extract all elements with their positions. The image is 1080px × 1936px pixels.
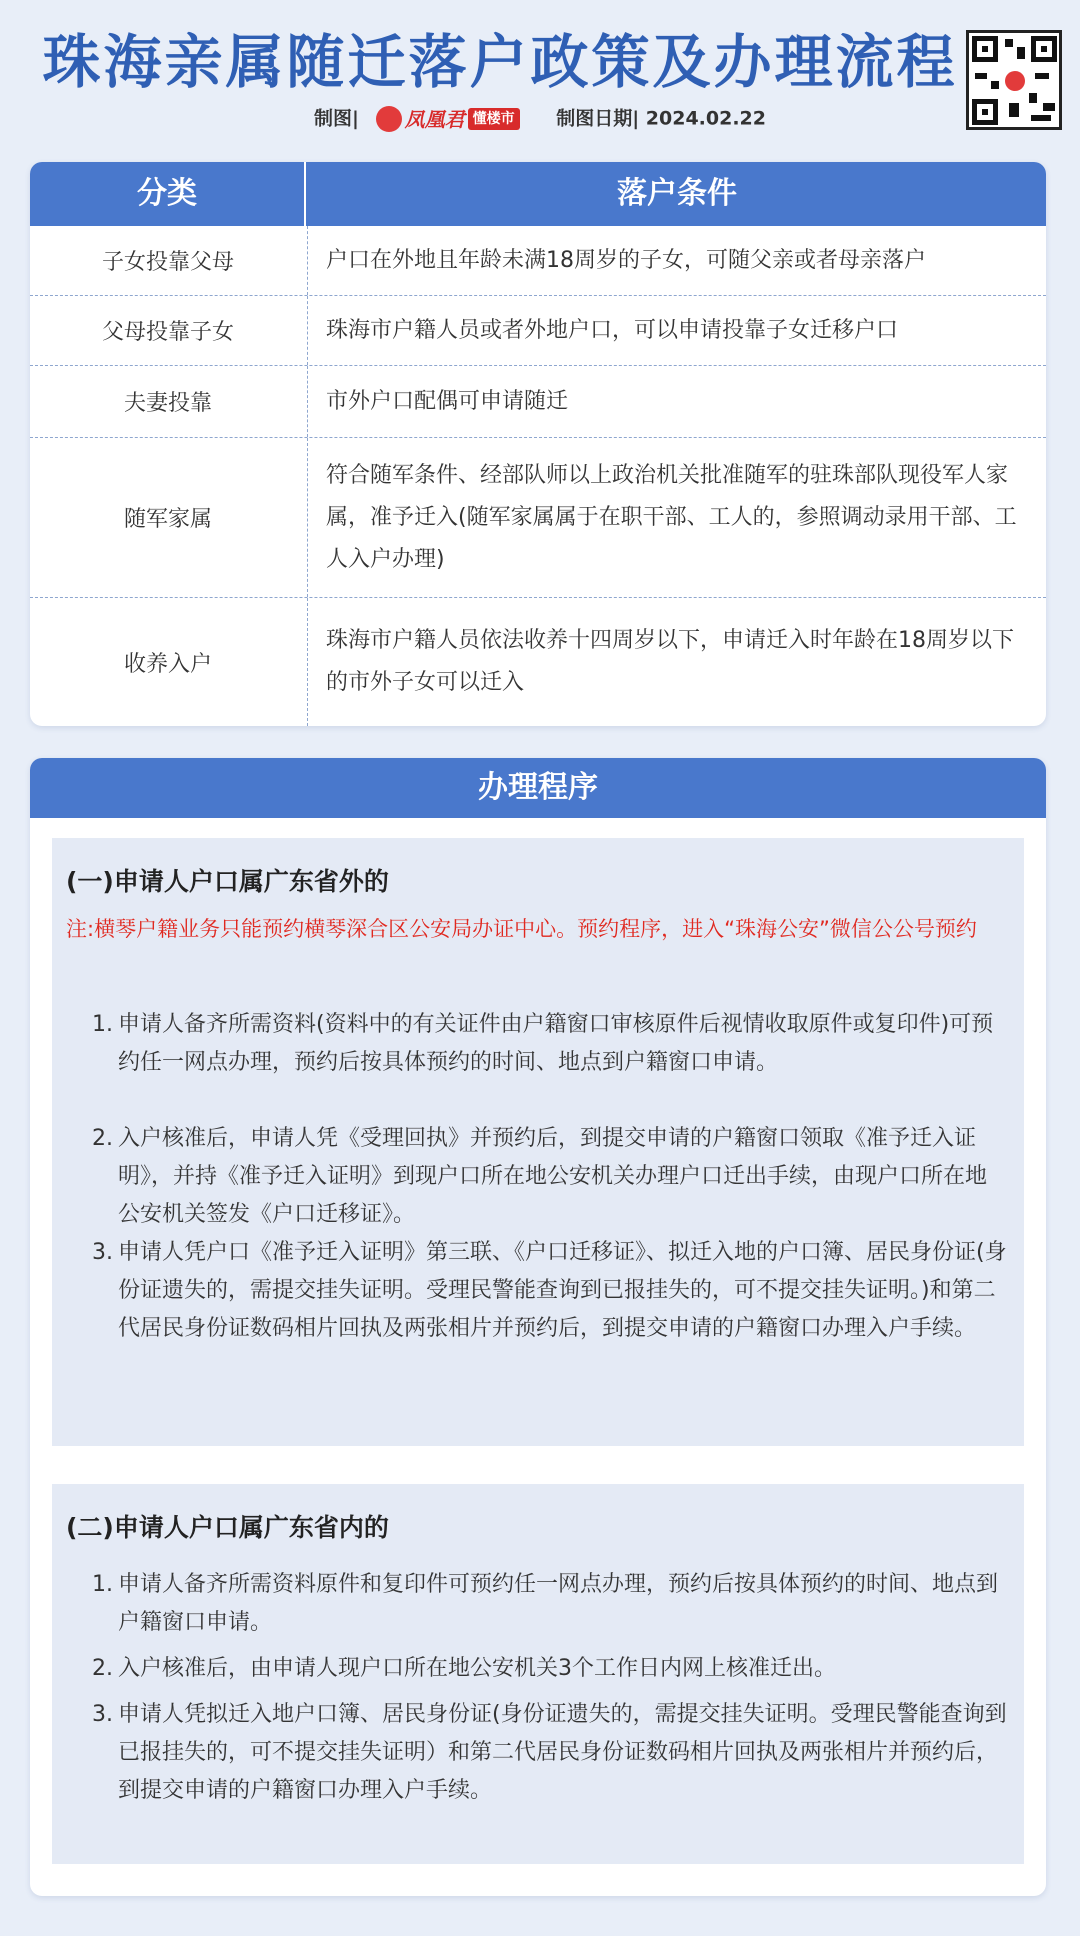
list-item: 3. 申请人凭户口《准予迁入证明》第三联、《户口迁移证》、拟迁入地的户口簿、居民身份证(身份证遗失的，需提交挂失证明。受理民警能查询到已报挂失的，可不提交挂失证明。)和第二代居民身份证数码相片回执及两张相片并预约后，到提交申请的户籍窗口办理入户手续。 [92,1240,1007,1341]
page-title: 珠海亲属随迁落户政策及办理流程 [42,28,958,96]
column-header-category: 分类 [30,162,306,226]
row-category: 子女投靠父母 [101,250,234,275]
qr-code-icon[interactable] [966,30,1062,130]
list-item: 1. 申请人备齐所需资料原件和复印件可预约任一网点办理，预约后按具体预约的时间、地点到户籍窗口申请。 [92,1572,999,1635]
date-label: 制图日期| [556,107,640,130]
row-category: 随军家属 [123,507,212,532]
brand-sub: 懂楼市 [468,108,520,130]
row-category: 夫妻投靠 [123,391,212,416]
brand-logo [372,104,524,134]
table-row [30,598,1046,726]
section-outside-province [52,838,1024,1446]
section-heading: (一)申请人户口属广东省外的 [66,867,389,896]
table-row [30,366,1046,438]
row-condition: 珠海市户籍人员或者外地户口，可以申请投靠子女迁移户口 [307,296,1046,365]
section-heading: (二)申请人户口属广东省内的 [66,1513,389,1542]
row-condition: 符合随军条件、经部队师以上政治机关批准随军的驻珠部队现役军人家属，准予迁入(随军家属属于在职干部、工人的，参照调动录用干部、工人入户办理) [307,438,1046,597]
table-row [30,296,1046,366]
meta-line [0,100,1080,136]
list-item: 2. 入户核准后，申请人凭《受理回执》并预约后，到提交申请的户籍窗口领取《准予迁入证明》，并持《准予迁入证明》到现户口所在地公安机关办理户口迁出手续，由现户口所在地公安机关签发《户口迁移证》。 [92,1126,988,1227]
list-item: 2. 入户核准后，由申请人现户口所在地公安机关3个工作日内网上核准迁出。 [92,1656,836,1681]
section-note: 注:横琴户籍业务只能预约横琴深合区公安局办证中心。预约程序，进入“珠海公安”微信公公号预约 [66,917,977,941]
row-condition: 户口在外地且年龄未满18周岁的子女，可随父亲或者母亲落户 [307,226,1046,295]
date-value: 2024.02.22 [645,107,766,130]
policy-table [30,162,1046,726]
procedure-title: 办理程序 [30,758,1046,818]
row-category: 收养入户 [123,651,212,677]
row-condition: 市外户口配偶可申请随迁 [307,366,1046,437]
made-by-label: 制图| [314,107,359,130]
brand-name: 凤凰君 [404,107,465,131]
row-condition: 珠海市户籍人员依法收养十四周岁以下，申请迁入时年龄在18周岁以下的市外子女可以迁入 [307,598,1046,726]
list-item: 3. 申请人凭拟迁入地户口簿、居民身份证(身份证遗失的，需提交挂失证明。受理民警能查询到已报挂失的，可不提交挂失证明）和第二代居民身份证数码相片回执及两张相片并预约后，到提交申请的户籍窗口办理入户手续。 [92,1702,1007,1803]
phoenix-icon [376,106,402,132]
procedure-card [30,758,1046,1896]
table-row [30,438,1046,598]
table-row [30,226,1046,296]
section-inside-province [52,1484,1024,1864]
row-category: 父母投靠子女 [101,320,234,345]
column-header-condition: 落户条件 [617,176,737,211]
table-header [30,162,1046,226]
list-item: 1. 申请人备齐所需资料(资料中的有关证件由户籍窗口审核原件后视情收取原件或复印件)可预约任一网点办理，预约后按具体预约的时间、地点到户籍窗口申请。 [92,1012,994,1075]
